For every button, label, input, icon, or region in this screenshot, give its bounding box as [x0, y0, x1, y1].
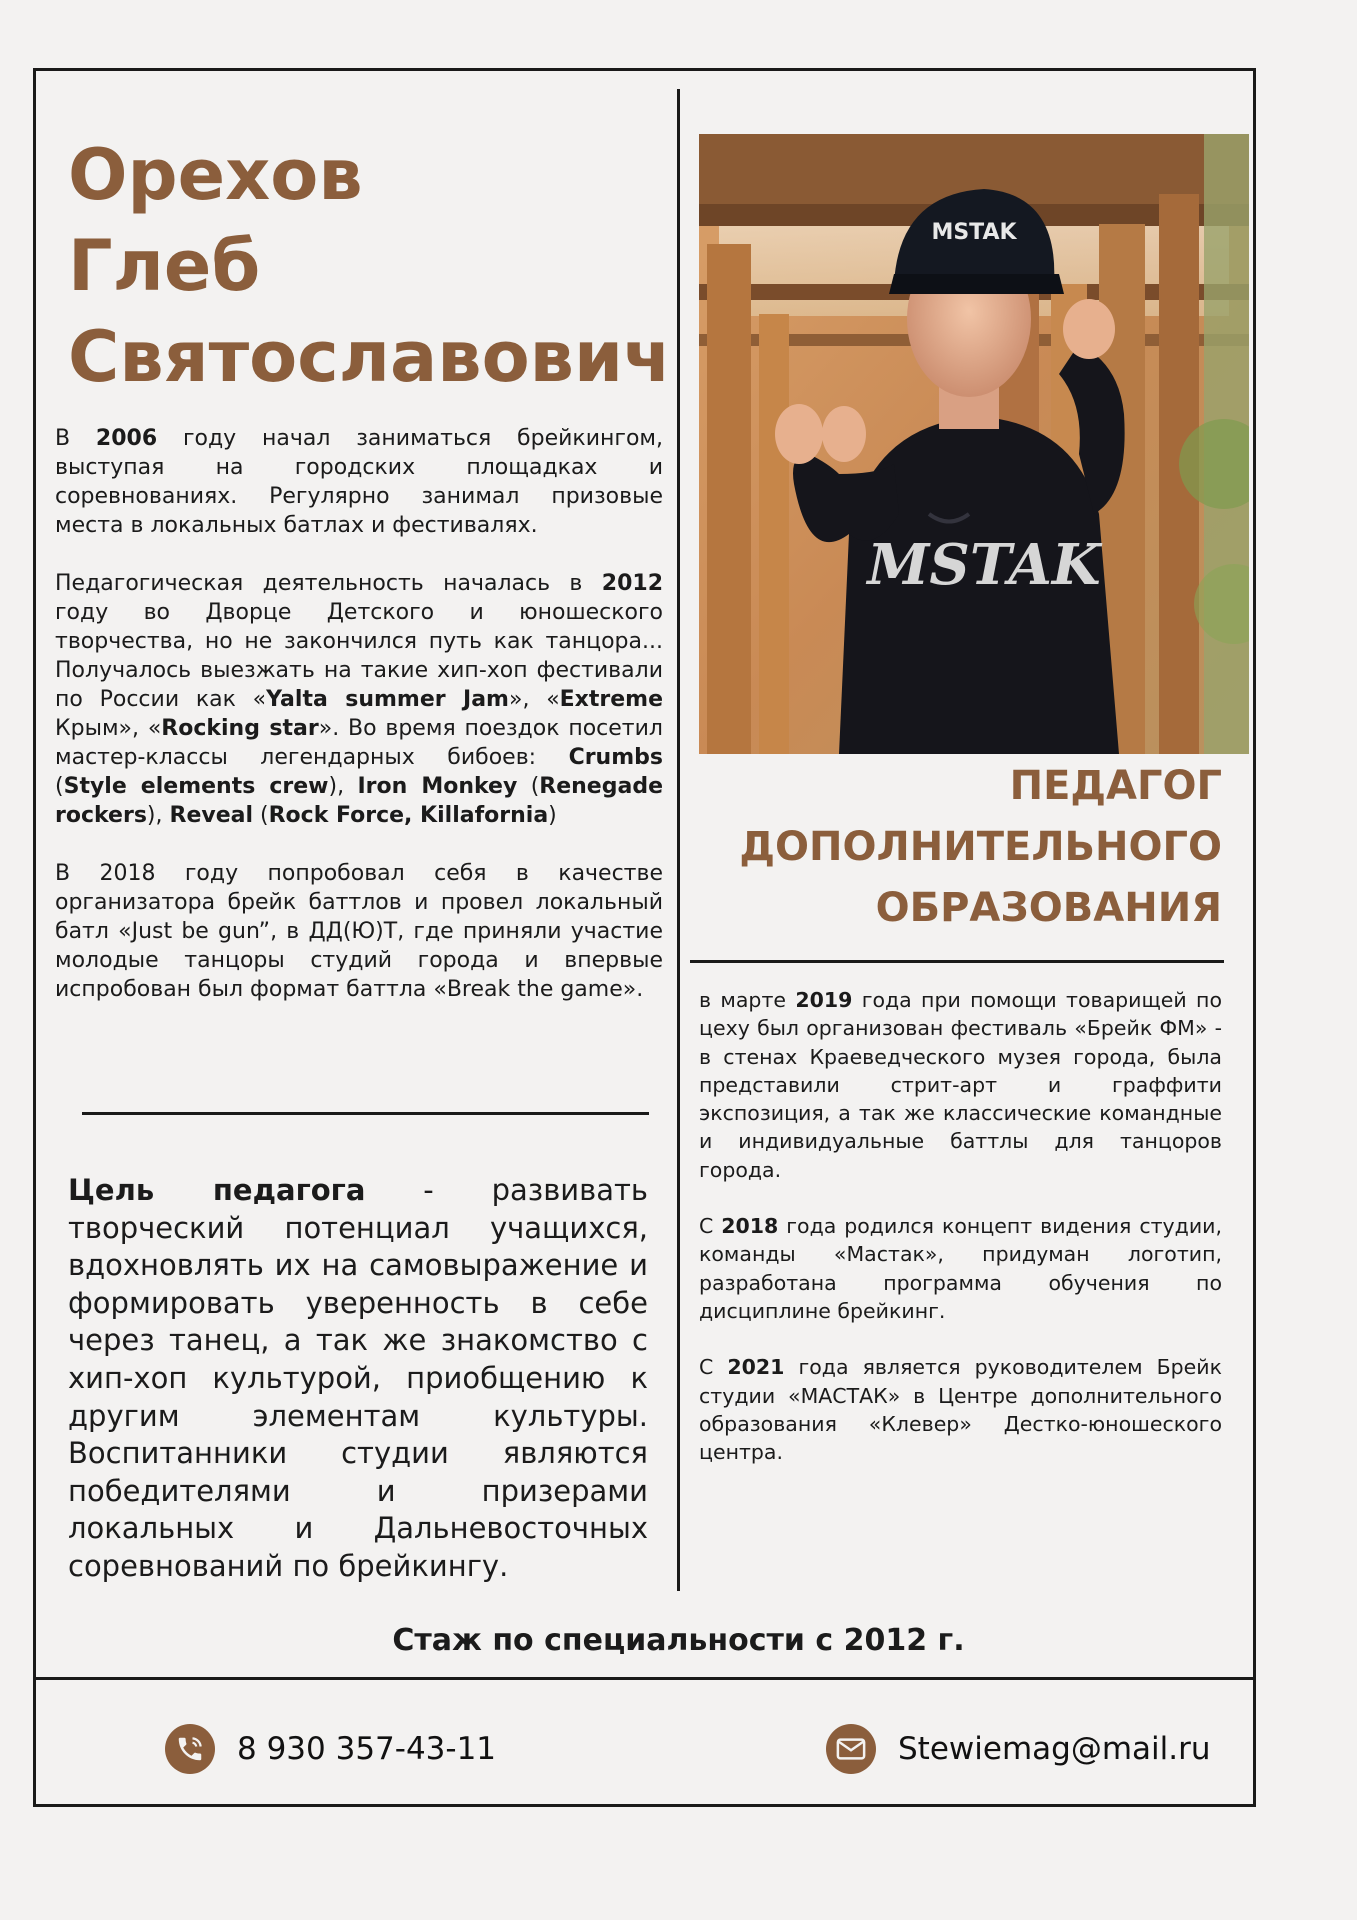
- name-patronymic: Святославович: [68, 316, 672, 398]
- experience-line: Стаж по специальности с 2012 г.: [392, 1623, 965, 1658]
- job-title: [700, 756, 1222, 939]
- bio-paragraph-3: В 2018 году попробовал себя в качестве организатора брейк баттлов и провел локальный батл «Just be gun”, в ДД(Ю)Т, где приняли участие молодые танцоры студий города и впервые испробован был формат баттла «Break the game».: [55, 861, 663, 1002]
- email-contact[interactable]: [826, 1724, 1210, 1774]
- bio-paragraph-1: В 2006 году начал заниматься брейкингом, выступая на городских площадках и соревнованиях. Регулярно занимал призовые места в локальных батлах и фестивалях.: [55, 426, 664, 538]
- job-title-line-1: ПЕДАГОГ: [1009, 763, 1222, 809]
- right-paragraph-2: С 2018 года родился концепт видения студии, команды «Мастак», придуман логотип, разработана программа обучения по дисциплине брейкинг.: [699, 1214, 1222, 1323]
- right-paragraph-3: С 2021 года является руководителем Брейк студии «МАСТАК» в Центре дополнительного образования «Клевер» Дестко-юношеского центра.: [699, 1355, 1222, 1465]
- teacher-goal: [68, 1172, 648, 1586]
- left-divider: [82, 1112, 649, 1115]
- email-address[interactable]: Stewiemag@mail.ru: [898, 1731, 1211, 1767]
- name-surname: Орехов: [68, 134, 363, 216]
- job-title-line-3: ОБРАЗОВАНИЯ: [875, 885, 1222, 931]
- mail-icon: [826, 1724, 876, 1774]
- bio-paragraph-2: Педагогическая деятельность началась в 2012 году во Дворце Детского и юношеского творчества, но не закончился путь как танцора... Получалось выезжать на такие хип-хоп фестивали по России как «Yalta summer Jam», «Extreme Крым», «Rocking star». Во время поездок посетил мастер-классы легендарных бибоев: Crumbs (Style elements crew), Iron Monkey (Renegade rockers), Reveal (Rock Force, Killafornia): [55, 571, 664, 828]
- right-paragraph-1: в марте 2019 года при помощи товарищей по цеху был организован фестиваль «Брейк ФМ» - в стенах Краеведческого музея города, была представили стрит-арт и граффити экспозиция, а так же классические командные и индивидуальные баттлы для танцоров города.: [699, 988, 1222, 1182]
- job-title-line-2: ДОПОЛНИТЕЛЬНОГО: [739, 824, 1222, 870]
- column-divider: [677, 89, 680, 1591]
- name-first: Глеб: [68, 225, 261, 307]
- teacher-name: [68, 130, 672, 403]
- goal-text: - развивать творческий потенциал учащихся, вдохновлять их на самовыражение и формировать уверенность в себе через танец, а так же знакомство с хип-хоп культурой, приобщению к другим элементам культуры. Воспитанники студии являются победителями и призерами локальных и Дальневосточных соревнований по брейкингу.: [68, 1173, 648, 1583]
- phone-contact[interactable]: [165, 1724, 496, 1774]
- teacher-photo: [699, 134, 1249, 754]
- phone-icon: [165, 1724, 215, 1774]
- biography-left: [55, 424, 663, 1033]
- right-divider: [690, 960, 1224, 963]
- cap-logo-text: MSTAK: [931, 220, 1017, 245]
- footer-divider: [33, 1677, 1256, 1680]
- biography-right: [699, 986, 1222, 1494]
- hoodie-logo-text: MSTAK: [867, 532, 1101, 598]
- goal-label: Цель педагога: [68, 1173, 366, 1207]
- phone-number[interactable]: 8 930 357-43-11: [237, 1731, 497, 1767]
